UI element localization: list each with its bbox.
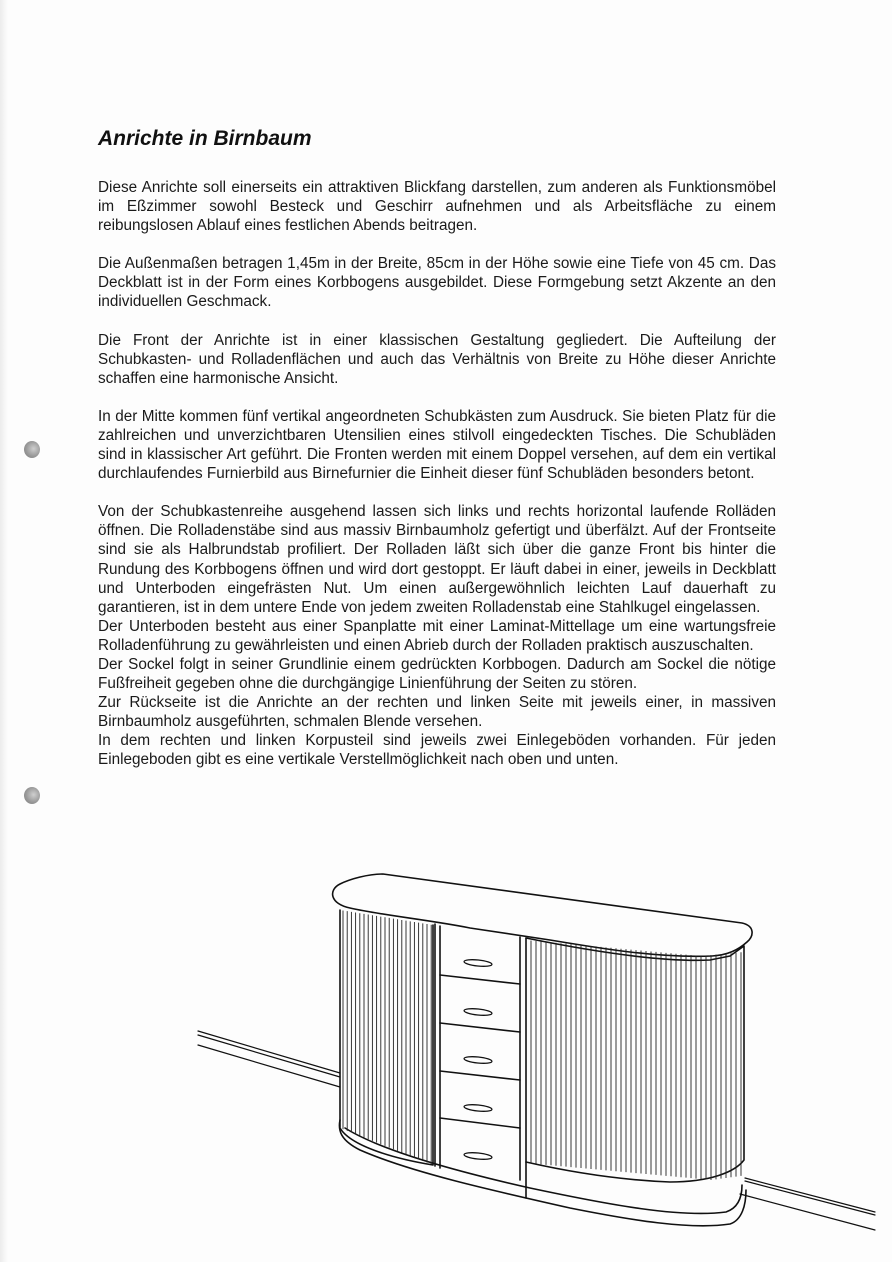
tambour-slats-right (531, 940, 741, 1180)
paragraph-front: Die Front der Anrichte ist in einer klassischen Gestaltung gegliedert. Die Aufteilung der Schubkasten- und Rolladenflächen und auch das Verhältnis von Breite zu Höhe dieser Anrichte schaffen eine harmonische Ansicht. (98, 331, 776, 387)
sideboard-plinth (339, 1120, 746, 1226)
paragraph-plinth: Der Sockel folgt in seiner Grundlinie einem gedrückten Korbbogen. Dadurch am Sockel die nötige Fußfreiheit gegeben ohne die durchgängige Linienführung der Seiten zu stören. (98, 655, 776, 693)
sideboard-top (333, 874, 753, 956)
body-text (98, 178, 776, 770)
paragraph-intro: Diese Anrichte soll einerseits ein attraktiven Blickfang darstellen, zum anderen als Funktionsmöbel im Eßzimmer sowohl Besteck und Geschirr aufnehmen und als Arbeitsfläche zu einem reibungslosen Ablauf eines festlichen Abends beitragen. (98, 179, 776, 235)
paragraph-bottom-board: Der Unterboden besteht aus einer Spanplatte mit einer Laminat-Mittellage um eine wartungsfreie Rolladenführung zu gewährleisten und einen Abrieb durch der Rolladen praktisch auszuschalten. (98, 617, 776, 654)
punch-hole (24, 787, 40, 804)
tambour-slats-left (343, 910, 431, 1164)
paragraph-tambour: Von der Schubkastenreihe ausgehend lassen sich links und rechts horizontal laufende Rolläden öffnen. Die Rolladenstäbe sind aus massiv Birnbaumholz gefertigt und überfälzt. Auf der Frontseite sind sie als Halbrundstab profiliert. Der Rolladen läßt sich über die ganze Front bis hinter die Rundung des Korbbogens öffnen und wird dort gestoppt. Er läuft dabei in einer, jeweils in Deckblatt und Unterboden eingefrästen Nut. Um einen außergewöhnlich leichten Lauf dauerhaft zu garantieren, ist in dem untere Ende von jedem zweiten Rolladenstab eine Stahlkugel eingelassen. (98, 503, 776, 616)
scan-edge-shadow (0, 0, 8, 1262)
paragraph-shelves: In dem rechten und linken Korpusteil sind jeweils zwei Einlegeböden vorhanden. Für jeden Einlegeboden gibt es eine vertikale Verstellmöglichkeit nach oben und unten. (98, 732, 776, 769)
paragraph-drawers: In der Mitte kommen fünf vertikal angeordneten Schubkästen zum Ausdruck. Sie bieten Platz für die zahlreichen und unverzichtbaren Utensilien eines stilvoll eingedeckten Tisches. Die Schubläden sind in klassischer Art geführt. Die Fronten werden mit einem Doppel versehen, auf dem ein vertikal durchlaufendes Furnierbild aus Birnefurnier die Einheit dieser fünf Schubläden besonders betont. (98, 407, 776, 483)
paragraph-dimensions: Die Außenmaßen betragen 1,45m in der Breite, 85cm in der Höhe sowie eine Tiefe von 45 cm. Das Deckblatt ist in der Form eines Korbbogens ausgebildet. Diese Formgebung setzt Akzente an den individuellen Geschmack. (98, 255, 776, 311)
punch-hole (24, 441, 40, 458)
paragraph-back: Zur Rückseite ist die Anrichte an der rechten und linken Seite mit jeweils einer, in massiven Birnbaumholz ausgeführten, schmalen Blende versehen. (98, 694, 776, 731)
drawer-handles (464, 959, 492, 1161)
sideboard-illustration (190, 860, 880, 1260)
document-title: Anrichte in Birnbaum (98, 127, 312, 150)
